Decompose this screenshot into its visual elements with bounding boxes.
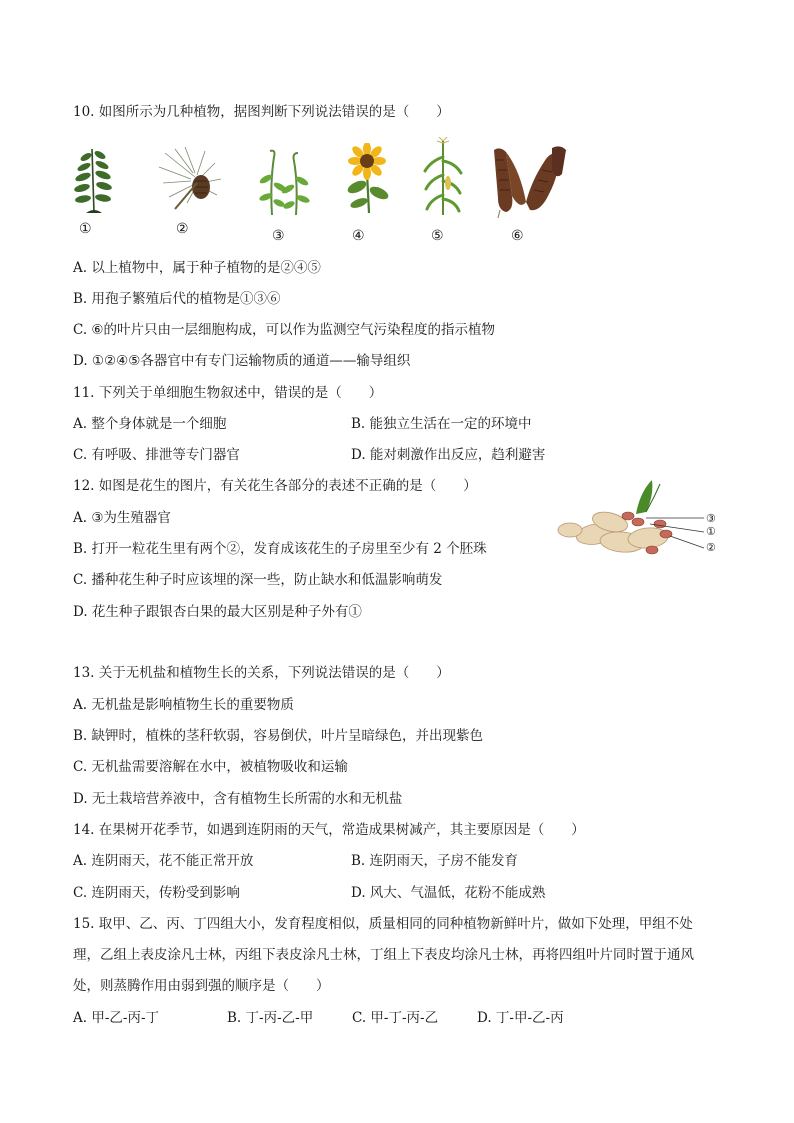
q13-option-d: D. 无土栽培营养液中，含有植物生长所需的水和无机盐	[73, 791, 403, 807]
q10-option-d: D. ①②④⑤各器官中有专门运输物质的通道——输导组织	[73, 353, 411, 369]
q11-option-b: B. 能独立生活在一定的环境中	[351, 416, 532, 432]
q15-option-a: A. 甲-乙-丙-丁	[73, 1010, 160, 1026]
q14-option-b: B. 连阴雨天，子房不能发育	[351, 853, 519, 869]
peanut-label-2: ②	[706, 541, 716, 554]
q15-option-d: D. 丁-甲-乙-丙	[477, 1010, 564, 1026]
q13-option-c: C. 无机盐需要溶解在水中，被植物吸收和运输	[73, 759, 348, 775]
q15-option-c: C. 甲-丁-丙-乙	[352, 1010, 439, 1026]
q12-option-a: A. ③为生殖器官	[73, 510, 171, 526]
q13-stem: 13. 关于无机盐和植物生长的关系，下列说法错误的是（ ）	[73, 665, 450, 681]
plant-label-3: ③	[272, 228, 285, 244]
peanut-label-1: ①	[706, 525, 716, 538]
plant-label-5: ⑤	[431, 228, 444, 244]
fern-icon	[72, 143, 114, 215]
corn-plant-icon	[423, 137, 463, 217]
plant-label-6: ⑥	[511, 228, 524, 244]
q10-option-c: C. ⑥的叶片只由一层细胞构成，可以作为监测空气污染程度的指示植物	[73, 322, 496, 338]
q11-option-a: A. 整个身体就是一个细胞	[73, 416, 227, 432]
q11-stem: 11. 下列关于单细胞生物叙述中，错误的是（ ）	[73, 385, 383, 401]
q14-option-d: D. 风大、气温低，花粉不能成熟	[351, 885, 546, 901]
plant-label-2: ②	[176, 221, 189, 237]
seaweed-icon	[490, 140, 570, 220]
q14-option-c: C. 连阴雨天，传粉受到影响	[73, 885, 240, 901]
plant-label-1: ①	[79, 221, 92, 237]
q12-option-b: B. 打开一粒花生里有两个②，发育成该花生的子房里至少有 2 个胚珠	[73, 541, 487, 557]
q12-stem: 12. 如图是花生的图片，有关花生各部分的表述不正确的是（ ）	[73, 478, 477, 494]
q13-option-a: A. 无机盐是影响植物生长的重要物质	[73, 697, 294, 713]
q14-option-a: A. 连阴雨天，花不能正常开放	[73, 853, 254, 869]
peanut-icon	[556, 478, 726, 562]
q12-option-c: C. 播种花生种子时应该埋的深一些，防止缺水和低温影响萌发	[73, 572, 443, 588]
q11-option-c: C. 有呼吸、排泄等专门器官	[73, 447, 240, 463]
q15-stem-line-3: 处，则蒸腾作用由弱到强的顺序是（ ）	[73, 978, 330, 994]
q11-option-d: D. 能对刺激作出反应，趋利避害	[351, 447, 546, 463]
q15-stem-line-1: 15. 取甲、乙、丙、丁四组大小，发育程度相似，质量相同的同种植物新鲜叶片，做如下处理，甲组不处	[73, 916, 693, 932]
q10-option-a: A. 以上植物中，属于种子植物的是②④⑤	[73, 260, 321, 276]
q10-option-b: B. 用孢子繁殖后代的植物是①③⑥	[73, 291, 281, 307]
pine-branch-icon	[155, 143, 227, 213]
q15-stem-line-2: 理，乙组上表皮涂凡士林，丙组下表皮涂凡士林，丁组上下表皮均涂凡士林，再将四组叶片同时置于通风	[73, 947, 694, 963]
q15-option-b: B. 丁-丙-乙-甲	[227, 1010, 314, 1026]
peanut-label-3: ③	[706, 512, 716, 525]
q12-option-d: D. 花生种子跟银杏白果的最大区别是种子外有①	[73, 604, 362, 620]
q10-stem: 10. 如图所示为几种植物，据图判断下列说法错误的是（ ）	[73, 104, 450, 120]
q14-stem: 14. 在果树开花季节，如遇到连阴雨的天气，常造成果树减产，其主要原因是（ ）	[73, 822, 585, 838]
moss-sprout-icon	[258, 143, 310, 217]
plant-label-4: ④	[352, 228, 365, 244]
sunflower-icon	[343, 143, 395, 215]
q13-option-b: B. 缺钾时，植株的茎秆软弱，容易倒伏，叶片呈暗绿色，并出现紫色	[73, 728, 484, 744]
